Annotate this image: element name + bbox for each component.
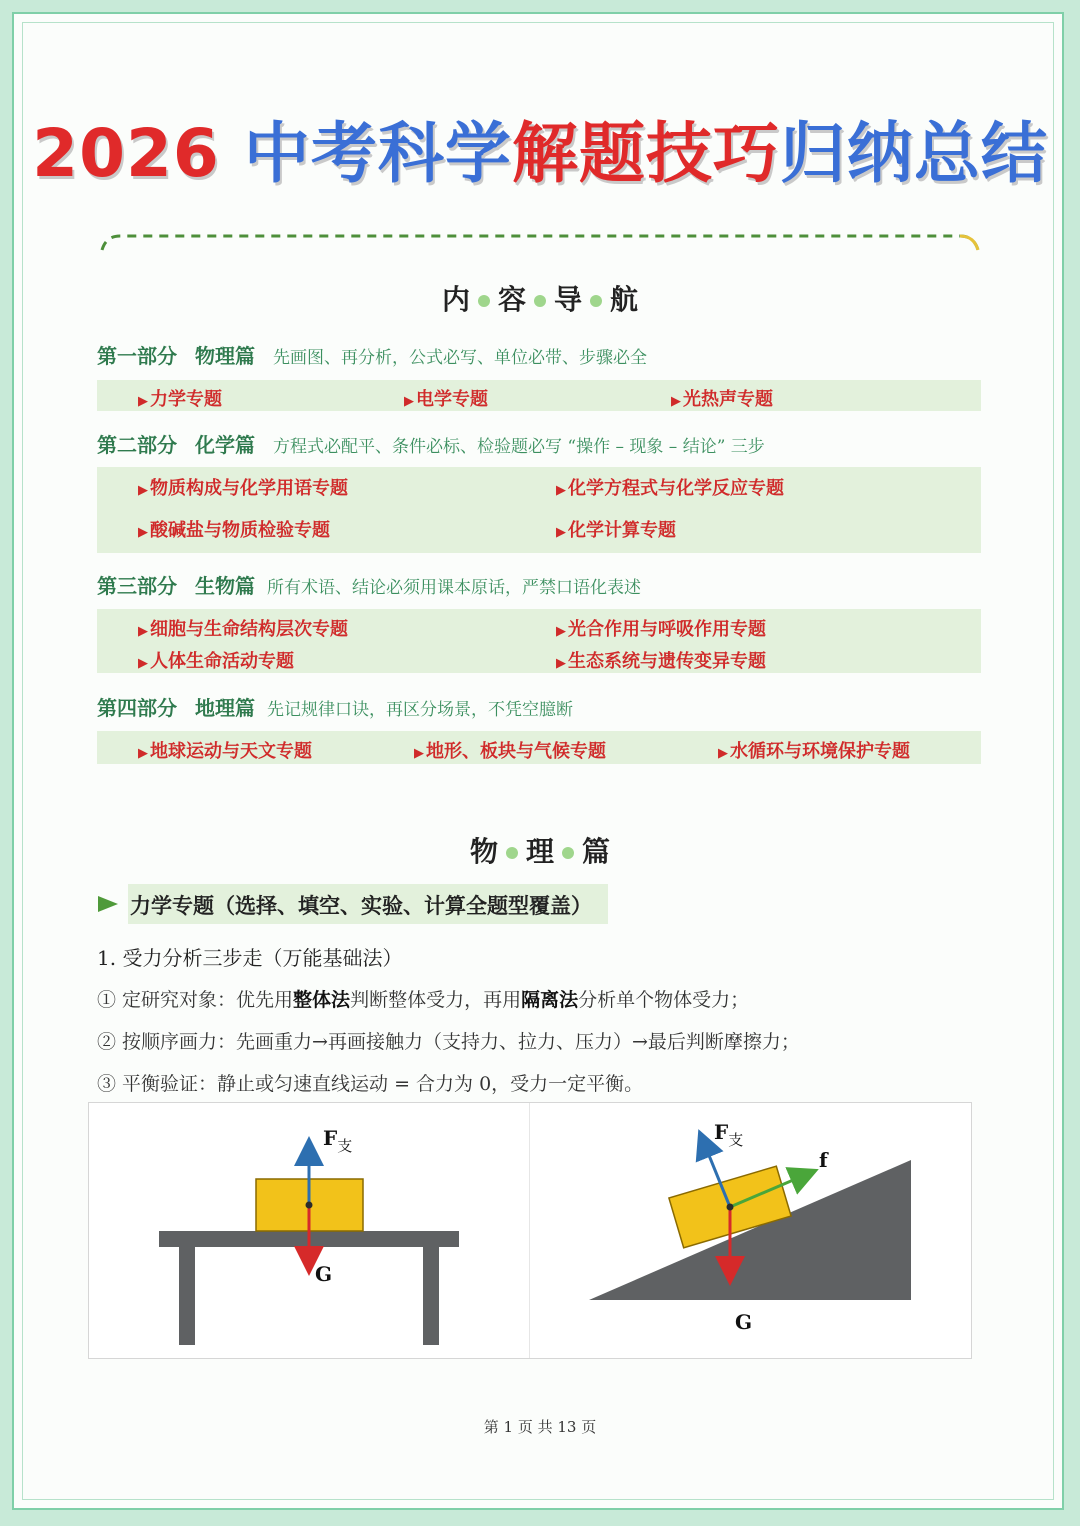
- force-diagram: [88, 1102, 972, 1359]
- dot-icon: [562, 847, 574, 859]
- method-step-3: ③ 平衡验证：静止或匀速直线运动 = 合力为 0，受力一定平衡。: [97, 1073, 644, 1095]
- nav-item-mechanics[interactable]: ▶ 力学专题: [138, 389, 222, 410]
- friction-label: f: [819, 1148, 828, 1172]
- table-diagram: [159, 1126, 459, 1345]
- part-band-physics: [97, 380, 981, 411]
- method-heading: 1. 受力分析三步走（万能基础法）: [97, 946, 403, 970]
- nav-item-optics[interactable]: ▶ 光热声专题: [671, 389, 773, 410]
- dot-icon: [534, 295, 546, 307]
- title-divider: [100, 232, 980, 254]
- document-title: [0, 100, 1080, 195]
- title-year: 2026: [32, 115, 220, 192]
- nav-item-chem-equation[interactable]: ▶ 化学方程式与化学反应专题: [556, 478, 784, 499]
- force-diagrams-svg: [89, 1103, 971, 1358]
- dot-icon: [506, 847, 518, 859]
- part-heading-geography: 第四部分 地理篇 先记规律口诀，再区分场景，不凭空臆断: [97, 696, 573, 720]
- table-leg-right: [423, 1247, 439, 1345]
- nav-item-geo-terrain[interactable]: ▶ 地形、板块与气候专题: [414, 741, 606, 762]
- part-heading-physics: 第一部分 物理篇 先画图、再分析，公式必写、单位必带、步骤必全: [97, 344, 647, 368]
- part-heading-chemistry: 第二部分 化学篇 方程式必配平、条件必标、检验题必写 “操作 – 现象 – 结论” 三步: [97, 433, 765, 457]
- support-force-label: $F_支$: [323, 1126, 353, 1155]
- title-part2: 解题技巧: [511, 115, 780, 192]
- method-step-2: ② 按顺序画力：先画重力→再画接触力（支持力、拉力、压力）→最后判断摩擦力；: [97, 1031, 800, 1053]
- method-step-1: ① 定研究对象：优先用整体法判断整体受力，再用隔离法分析单个物体受力；: [97, 989, 750, 1011]
- nav-item-chem-calc[interactable]: ▶ 化学计算专题: [556, 520, 676, 541]
- topic-title: 力学专题（选择、填空、实验、计算全题型覆盖）: [130, 894, 592, 918]
- dot-icon: [478, 295, 490, 307]
- nav-item-bio-cell[interactable]: ▶ 细胞与生命结构层次专题: [138, 619, 348, 640]
- incline-support-label: $F_支$: [714, 1120, 744, 1149]
- section-heading-physics: 物 理 篇: [469, 835, 611, 868]
- title-part3: 归纳总结: [779, 115, 1048, 192]
- table-leg-left: [179, 1247, 195, 1345]
- gravity-label: G: [315, 1262, 333, 1286]
- nav-item-bio-photosynthesis[interactable]: ▶ 光合作用与呼吸作用专题: [556, 619, 766, 640]
- nav-item-geo-water[interactable]: ▶ 水循环与环境保护专题: [718, 741, 910, 762]
- nav-heading: 内 容 导 航: [441, 283, 639, 316]
- nav-item-electricity[interactable]: ▶ 电学专题: [404, 389, 488, 410]
- dot-icon: [590, 295, 602, 307]
- triangle-icon: [98, 896, 118, 912]
- nav-item-bio-human[interactable]: ▶ 人体生命活动专题: [138, 651, 294, 672]
- nav-item-chem-structure[interactable]: ▶ 物质构成与化学用语专题: [138, 478, 348, 499]
- incline-gravity-label: G: [735, 1310, 753, 1334]
- nav-item-bio-ecology[interactable]: ▶ 生态系统与遗传变异专题: [556, 651, 766, 672]
- nav-item-geo-earth[interactable]: ▶ 地球运动与天文专题: [138, 741, 312, 762]
- incline-diagram: [589, 1120, 911, 1334]
- page-number: 第 1 页 共 13 页: [483, 1418, 597, 1436]
- title-part1: 中考科学: [243, 115, 512, 192]
- nav-item-chem-acid-base[interactable]: ▶ 酸碱盐与物质检验专题: [138, 520, 330, 541]
- part-heading-biology: 第三部分 生物篇 所有术语、结论必须用课本原话，严禁口语化表述: [97, 574, 641, 598]
